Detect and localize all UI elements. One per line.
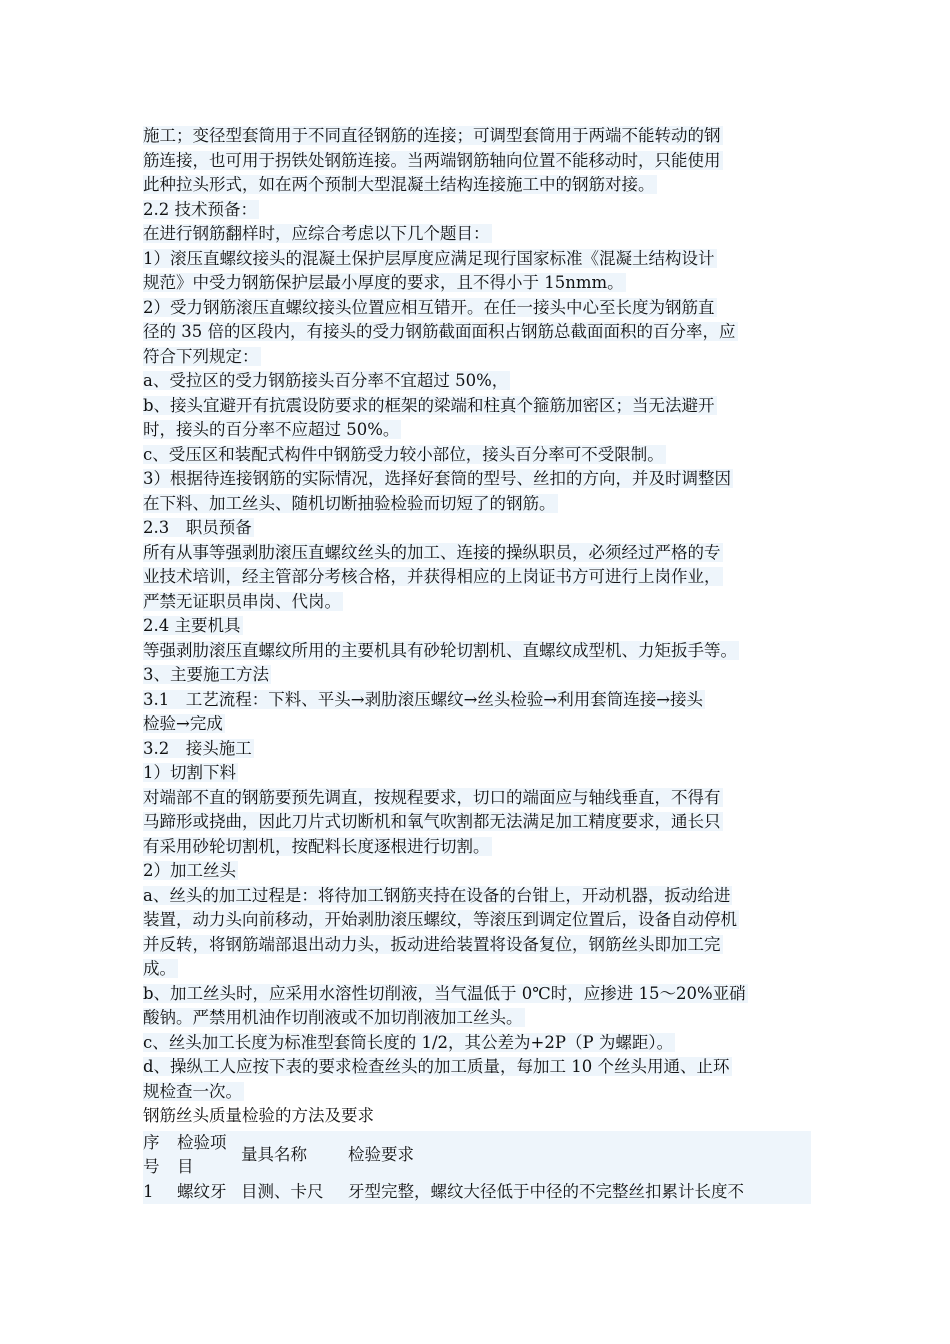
text-line: 在下料、加工丝头、随机切断抽验检验而切短了的钢筋。	[143, 493, 556, 513]
header-cell-index: 序 号	[143, 1132, 160, 1176]
text-line: 并反转，将钢筋端部退出动力头，扳动进给装置将设备复位，钢筋丝头即加工完	[143, 934, 721, 954]
table-title: 钢筋丝头质量检验的方法及要求	[143, 1106, 374, 1125]
text-line: 规检查一次。	[143, 1081, 242, 1101]
text-line: b、接头宜避开有抗震设防要求的框架的梁端和柱真个箍筋加密区；当无法避开	[143, 395, 715, 415]
section-heading: 3.2 接头施工	[143, 738, 252, 758]
text-line: c、受压区和装配式构件中钢筋受力较小部位，接头百分率可不受限制。	[143, 444, 664, 464]
text-line: 有采用砂轮切割机，按配料长度逐根进行切割。	[143, 836, 490, 856]
table-cell: 1	[143, 1181, 154, 1201]
text-line: 此种拉头形式，如在两个预制大型混凝土结构连接施工中的钢筋对接。	[143, 175, 655, 194]
text-line: 3）根据待连接钢筋的实际情况，选择好套筒的型号、丝扣的方向，并及时调整因	[143, 469, 731, 488]
text-line: 酸钠。严禁用机油作切削液或不加切削液加工丝头。	[143, 1008, 523, 1027]
text-line: b、加工丝头时，应采用水溶性切削液，当气温低于 0℃时，应掺进 15～20%亚硝	[143, 983, 746, 1003]
text-line: 施工；变径型套筒用于不同直径钢筋的连接；可调型套筒用于两端不能转动的钢	[143, 126, 721, 145]
text-line: 检验→完成	[143, 714, 223, 733]
header-cell-item: 检验项 目	[177, 1132, 227, 1176]
text-line: 符合下列规定：	[143, 346, 259, 366]
text-line: c、丝头加工长度为标准型套筒长度的 1/2，其公差为+2P（P 为螺距）。	[143, 1032, 674, 1052]
text-line: 2）受力钢筋滚压直螺纹接头位置应相互错开。在任一接头中心至长度为钢筋直	[143, 297, 715, 317]
text-line: a、丝头的加工过程是：将待加工钢筋夹持在设备的台钳上，开动机器，扳动给进	[143, 885, 731, 905]
document-body	[143, 124, 823, 1204]
header-cell-requirement: 检验要求	[348, 1144, 414, 1164]
text-line: 业技术培训，经主管部分考核合格，并获得相应的上岗证书方可进行上岗作业，	[143, 567, 721, 586]
text-line: 径的 35 倍的区段内，有接头的受力钢筋截面面积占钢筋总截面面积的百分率，应	[143, 322, 736, 341]
text-line: 时，接头的百分率不应超过 50%。	[143, 420, 400, 439]
header-cell-tool: 量具名称	[241, 1144, 307, 1164]
table-cell: 螺纹牙	[177, 1181, 227, 1201]
text-line: 对端部不直的钢筋要预先调直，按规程要求，切口的端面应与轴线垂直，不得有	[143, 787, 721, 807]
text-line: 3.1 工艺流程：下料、平头→剥肋滚压螺纹→丝头检验→利用套筒连接→接头	[143, 689, 704, 709]
text-line: 1）滚压直螺纹接头的混凝土保护层厚度应满足现行国家标准《混凝土结构设计	[143, 248, 715, 268]
text-line: 在进行钢筋翻样时，应综合考虑以下几个题目：	[143, 224, 490, 243]
text-line: d、操纵工人应按下表的要求检查丝头的加工质量，每加工 10 个丝头用通、止环	[143, 1057, 730, 1076]
text-line: 2）加工丝头	[143, 861, 236, 880]
text-line: 成。	[143, 959, 176, 978]
inspection-table	[143, 1131, 811, 1205]
text-line: 马蹄形或挠曲，因此刀片式切断机和氧气吹割都无法满足加工精度要求，通长只	[143, 812, 721, 831]
section-heading: 3、主要施工方法	[143, 665, 269, 684]
text-line: 所有从事等强剥肋滚压直螺纹丝头的加工、连接的操纵职员，必须经过严格的专	[143, 542, 721, 562]
text-line: 规范》中受力钢筋保护层最小厚度的要求，且不得小于 15nmm。	[143, 273, 624, 292]
table-header-row	[143, 1131, 811, 1180]
text-line: 等强剥肋滚压直螺纹所用的主要机具有砂轮切割机、直螺纹成型机、力矩扳手等。	[143, 640, 737, 660]
section-heading: 2.2 技术预备：	[143, 199, 257, 219]
text-line: 装置，动力头向前移动，开始剥肋滚压螺纹，等滚压到调定位置后，设备自动停机	[143, 910, 737, 929]
text-line: a、受拉区的受力钢筋接头百分率不宜超过 50%，	[143, 371, 509, 390]
text-line: 1）切割下料	[143, 763, 236, 782]
section-heading: 2.3 职员预备	[143, 518, 252, 537]
table-cell: 目测、卡尺	[241, 1181, 324, 1201]
text-line: 严禁无证职员串岗、代岗。	[143, 591, 341, 611]
section-heading: 2.4 主要机具	[143, 616, 241, 635]
text-line: 筋连接，也可用于拐铁处钢筋连接。当两端钢筋轴向位置不能移动时，只能使用	[143, 150, 721, 170]
table-cell: 牙型完整，螺纹大径低于中径的不完整丝扣累计长度不	[348, 1181, 744, 1201]
table-row	[143, 1180, 811, 1205]
